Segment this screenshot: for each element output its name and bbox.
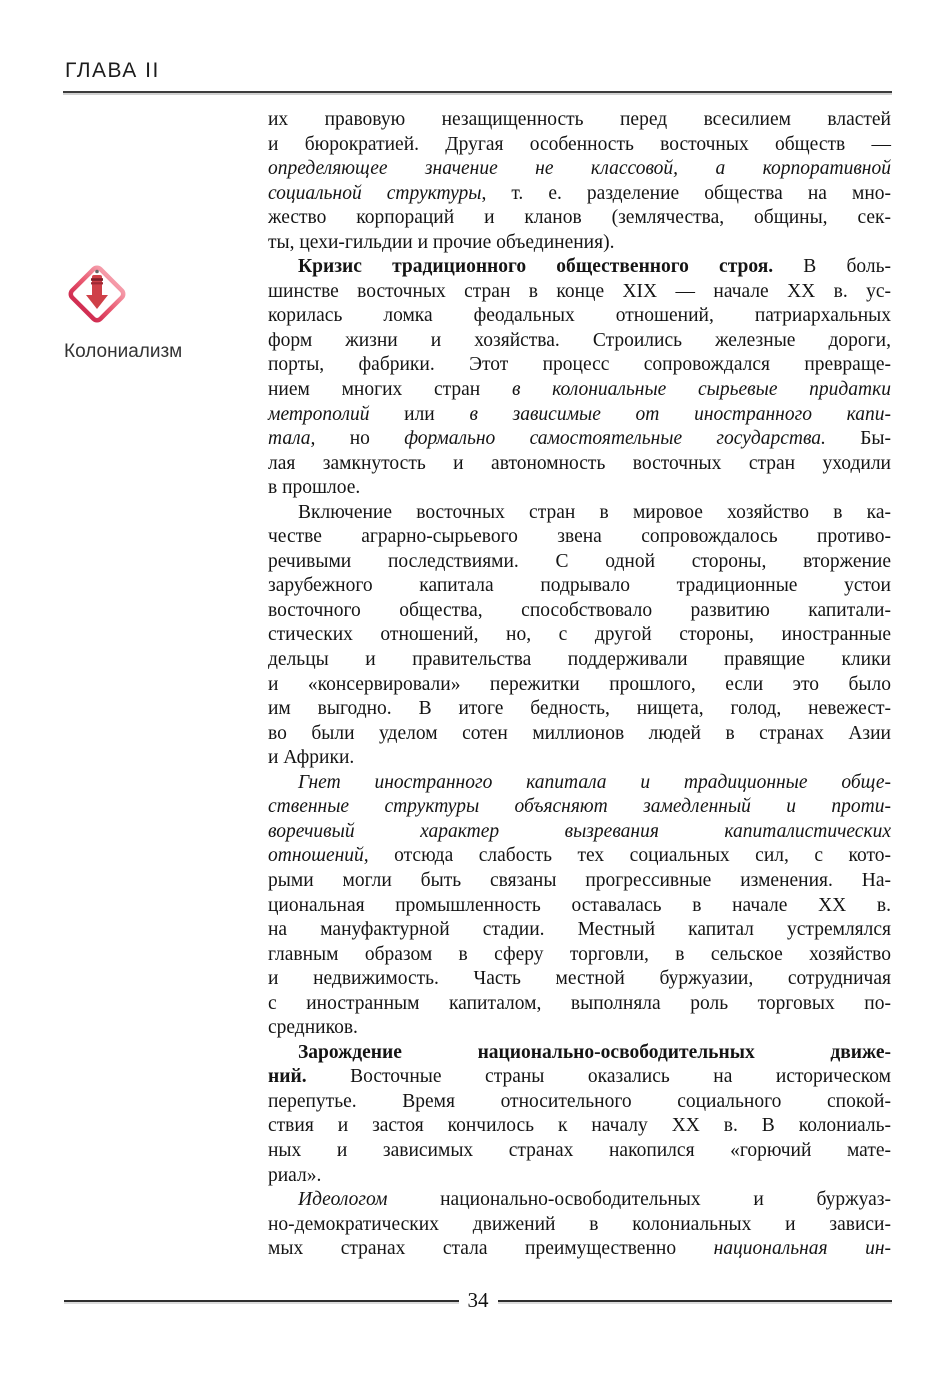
text-segment: Идеологом — [298, 1189, 388, 1211]
text-segment: в прошлое. — [268, 477, 361, 499]
text-line — [268, 648, 891, 673]
text-segment: рыми могли быть связаны прогрессивные изменения. На- — [268, 869, 891, 891]
text-line — [268, 329, 891, 354]
page-number: 34 — [467, 1288, 489, 1312]
text-segment: Включение восточных стран в мировое хозяйство в ка- — [298, 501, 891, 523]
text-segment: национальная ин- — [713, 1238, 892, 1260]
text-line — [268, 820, 891, 845]
text-line — [268, 182, 891, 207]
text-segment: но-демократических движений в колониальных и зависи- — [268, 1213, 891, 1235]
text-segment: порты, фабрики. Этот процесс сопровождался превраще- — [268, 354, 891, 376]
text-line — [268, 1164, 891, 1189]
text-segment: ний. — [268, 1066, 307, 1088]
text-segment: восточного общества, способствовало развитию капитали- — [268, 599, 891, 621]
text-segment: средников. — [268, 1017, 358, 1039]
text-line — [268, 304, 891, 329]
text-line — [268, 1090, 891, 1115]
text-line — [268, 673, 891, 698]
text-segment: Восточные страны оказались на историческом — [306, 1066, 891, 1088]
text-segment: В боль- — [773, 256, 891, 278]
text-line — [268, 771, 891, 796]
text-line — [268, 501, 891, 526]
footer-rule-left — [64, 1300, 459, 1302]
text-line — [268, 378, 891, 403]
text-segment: Бы- — [825, 428, 892, 450]
text-segment: формально самостоятельные государства. — [404, 428, 826, 450]
text-segment: ствия и застоя кончилось к началу XX в. В колониаль- — [268, 1115, 891, 1137]
text-line — [268, 894, 891, 919]
text-segment: во были уделом сотен миллионов людей в странах Азии — [268, 722, 891, 744]
diamond-down-arrow-icon — [66, 262, 254, 333]
text-segment: с иностранным капиталом, выполняла роль торговых по- — [268, 992, 891, 1014]
text-line — [268, 427, 891, 452]
text-line — [268, 353, 891, 378]
text-line — [268, 550, 891, 575]
text-segment: речивыми последствиями. С одной стороны, вторжение — [268, 550, 891, 572]
text-segment: тала, — [268, 428, 316, 450]
text-segment: лая замкнутость и автономность восточных стран уходили — [268, 452, 891, 474]
text-line — [268, 722, 891, 747]
text-line — [268, 869, 891, 894]
text-segment: социальной структуры — [268, 182, 482, 204]
text-line — [268, 403, 891, 428]
text-segment: шинстве восточных стран в конце XIX — начале XX в. ус- — [268, 280, 891, 302]
page-footer — [64, 1290, 892, 1311]
header-rule — [63, 91, 892, 93]
text-segment: и недвижимость. Часть местной буржуазии, сотрудничая — [268, 968, 891, 990]
text-line — [268, 599, 891, 624]
text-segment: Зарождение национально-освободительных движе- — [298, 1041, 891, 1063]
text-segment: в колониальные сырьевые придатки — [511, 379, 892, 401]
text-segment: форм жизни и хозяйства. Строились железные дороги, — [268, 329, 891, 351]
text-line — [268, 574, 891, 599]
text-segment: ных и зависимых странах накопился «горючий мате- — [268, 1139, 891, 1161]
text-segment: риал». — [268, 1164, 322, 1186]
text-segment: перепутье. Время относительного социального спокой- — [268, 1090, 891, 1112]
text-segment: главным образом в сферу торговли, в сельское хозяйство — [268, 943, 891, 965]
text-line — [268, 992, 891, 1017]
text-segment: стических отношений, но, с другой стороны, иностранные — [268, 624, 891, 646]
text-segment: но — [315, 428, 405, 450]
text-line — [268, 1213, 891, 1238]
text-segment: определяющее значение не классовой, а корпоративной — [268, 158, 891, 180]
text-segment: и бюрократией. Другая особенность восточных обществ — — [268, 133, 891, 155]
text-segment: ты, цехи-гильдии и прочие объединения). — [268, 231, 615, 253]
text-segment: зарубежного капитала подрывало традиционные устои — [268, 575, 891, 597]
text-segment: жество корпораций и кланов (землячества, общины, сек- — [268, 207, 891, 229]
text-line — [268, 206, 891, 231]
text-line — [268, 844, 891, 869]
text-line — [268, 108, 891, 133]
text-segment: мых странах стала преимущественно — [268, 1238, 714, 1260]
text-segment: национально-освободительных и буржуаз- — [387, 1189, 891, 1211]
body-text — [268, 108, 891, 1262]
text-segment: в зависимые от иностранного капи- — [469, 403, 892, 425]
text-line — [268, 157, 891, 182]
text-segment: метрополий — [268, 403, 405, 425]
text-segment: и «консервировали» пережитки прошлого, если это было — [268, 673, 891, 695]
text-segment: нием многих стран — [268, 379, 512, 401]
text-segment: Гнет иностранного капитала и традиционные обще- — [298, 771, 891, 793]
text-line — [268, 452, 891, 477]
text-line — [268, 1065, 891, 1090]
text-line — [268, 1139, 891, 1164]
text-segment: корилась ломка феодальных отношений, патриархальных — [268, 305, 891, 327]
text-line — [268, 255, 891, 280]
text-segment: дельцы и правительства поддерживали правящие клики — [268, 649, 891, 671]
text-segment: их правовую незащищенность перед всесилием властей — [268, 109, 891, 130]
text-line — [268, 1188, 891, 1213]
text-segment: на мануфактурной стадии. Местный капитал устремлялся — [268, 919, 891, 941]
margin-term-label: Колониализм — [64, 341, 183, 362]
text-segment: им выгодно. В итоге бедность, нищета, голод, невежест- — [268, 698, 891, 720]
text-line — [268, 1237, 891, 1262]
chapter-header: ГЛАВА II — [65, 59, 160, 82]
text-segment: и Африки. — [268, 747, 355, 769]
text-line — [268, 231, 891, 256]
text-segment: честве аграрно-сырьевого звена сопровождалось противо- — [268, 526, 891, 548]
text-line — [268, 1016, 891, 1041]
text-segment: воречивый характер вызревания капиталистических — [268, 820, 891, 842]
text-segment: отношений, — [268, 845, 369, 867]
text-line — [268, 280, 891, 305]
margin-note — [64, 262, 254, 363]
text-line — [268, 1114, 891, 1139]
text-line — [268, 525, 891, 550]
text-segment: , т. е. разделение общества на мно- — [481, 182, 891, 204]
text-line — [268, 133, 891, 158]
text-line — [268, 697, 891, 722]
text-line — [268, 967, 891, 992]
text-segment: циональная промышленность оставалась в начале XX в. — [268, 894, 891, 916]
text-line — [268, 943, 891, 968]
text-line — [268, 746, 891, 771]
text-line — [268, 918, 891, 943]
footer-rule-right — [498, 1300, 893, 1302]
text-line — [268, 795, 891, 820]
text-segment: Кризис традиционного общественного строя. — [298, 256, 774, 278]
text-line — [268, 623, 891, 648]
text-segment: или — [404, 403, 470, 425]
text-line — [268, 476, 891, 501]
text-line — [268, 1041, 891, 1066]
text-segment: ственные структуры объясняют замедленный и проти- — [268, 796, 891, 818]
text-segment: отсюда слабость тех социальных сил, с кото- — [368, 845, 891, 867]
